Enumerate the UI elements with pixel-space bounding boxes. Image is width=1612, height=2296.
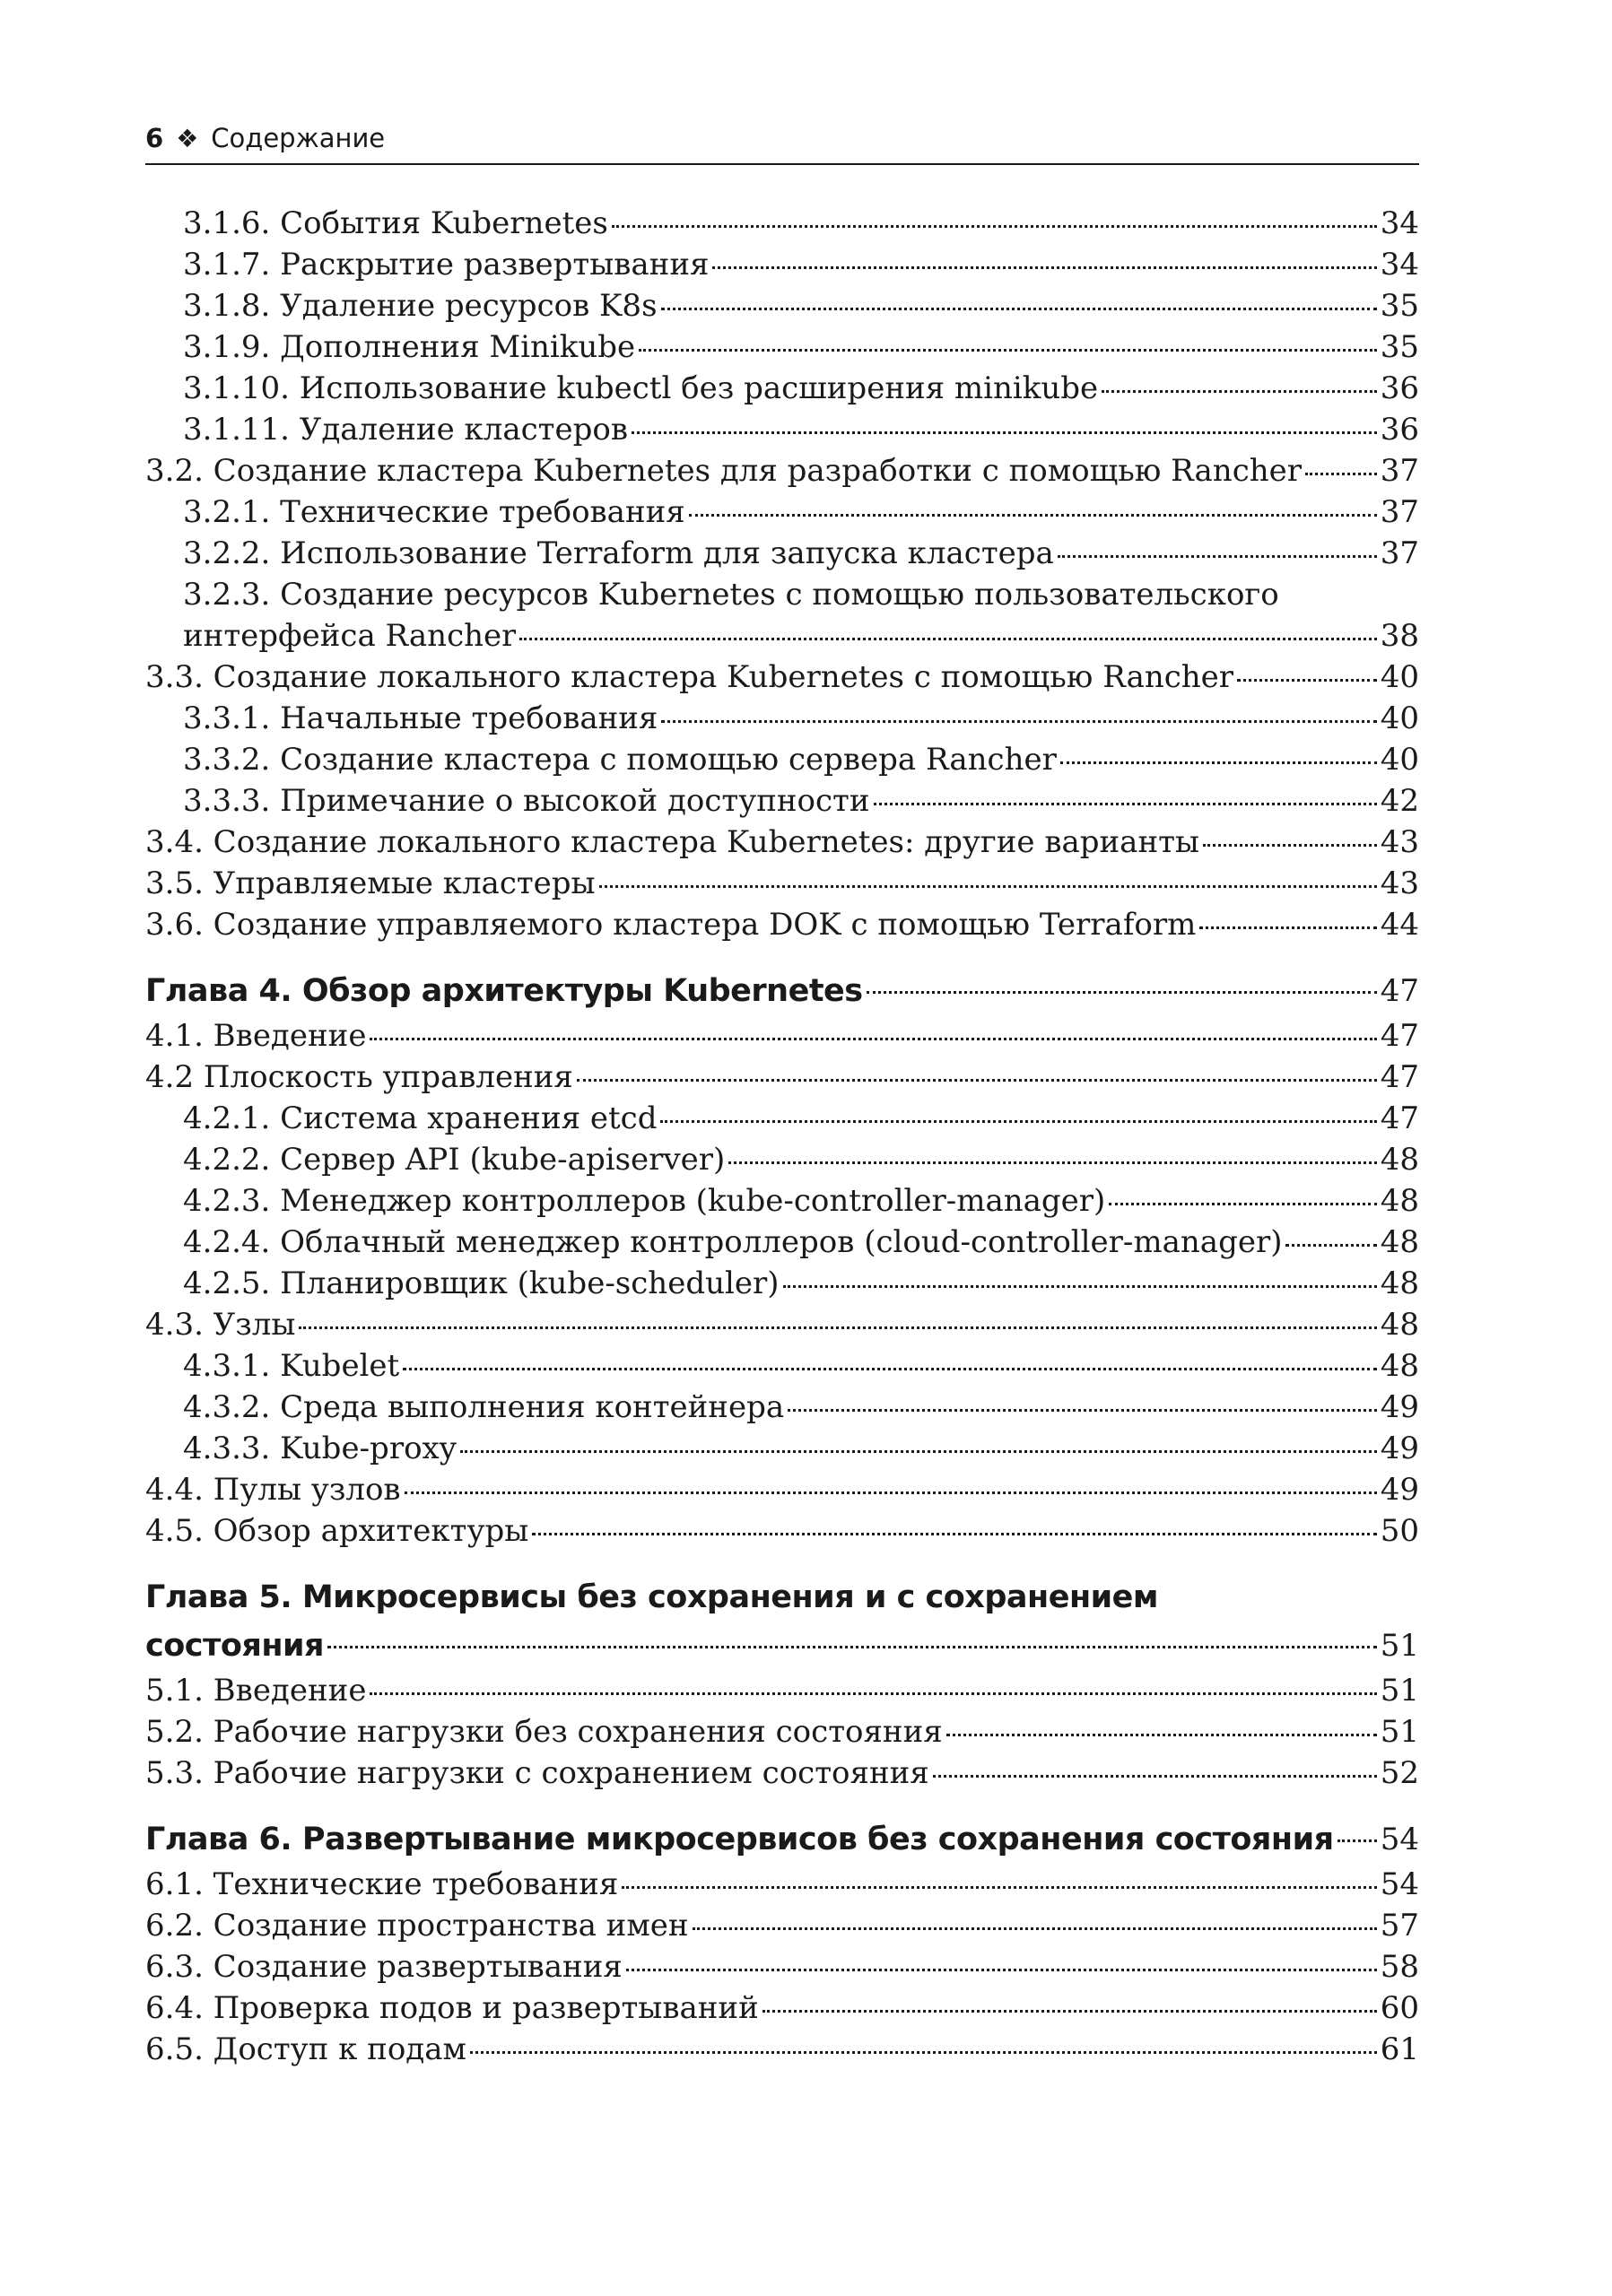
toc-entry-title: 4.5. Обзор архитектуры <box>145 1513 529 1549</box>
toc-entry-title: 3.3.1. Начальные требования <box>183 700 658 736</box>
dot-leader <box>327 1646 1377 1648</box>
toc-page-number: 49 <box>1380 1472 1419 1508</box>
toc-entry-title: 3.3.3. Примечание о высокой доступности <box>183 783 870 819</box>
toc-entry[interactable] <box>145 1987 1419 2029</box>
dot-leader <box>632 431 1377 434</box>
toc-page-number: 37 <box>1380 535 1419 571</box>
toc-page-number: 51 <box>1380 1714 1419 1750</box>
toc-page-number: 48 <box>1380 1142 1419 1178</box>
toc-entry-title: 3.3.2. Создание кластера с помощью сервера Rancher <box>183 742 1057 778</box>
dot-leader <box>788 1409 1377 1412</box>
toc-entry-title: 5.1. Введение <box>145 1673 367 1709</box>
toc-entry-title: 3.1.11. Удаление кластеров <box>183 412 628 448</box>
toc-entry-title: 4.2.1. Система хранения etcd <box>183 1100 658 1136</box>
toc-entry[interactable] <box>145 450 1419 491</box>
toc-entry[interactable] <box>145 1015 1419 1057</box>
ornament-icon: ❖ <box>176 123 199 153</box>
dot-leader <box>1060 761 1377 764</box>
toc-page-number: 48 <box>1380 1265 1419 1301</box>
toc-page-number: 47 <box>1380 1018 1419 1054</box>
toc-page-number: 36 <box>1380 412 1419 448</box>
toc-entry[interactable] <box>145 1428 1419 1469</box>
dot-leader <box>712 266 1376 269</box>
toc-entry-title: 4.2 Плоскость управления <box>145 1059 573 1095</box>
toc-page-number: 47 <box>1380 1100 1419 1136</box>
toc-page-number: 57 <box>1380 1908 1419 1944</box>
toc-page-number: 36 <box>1380 370 1419 406</box>
dot-leader <box>639 349 1377 352</box>
toc-entry-title: 6.2. Создание пространства имен <box>145 1908 689 1944</box>
toc-entry-title: 4.1. Введение <box>145 1018 367 1054</box>
toc-entry-title: 4.2.2. Сервер API (kube-apiserver) <box>183 1142 726 1178</box>
toc-entry[interactable] <box>145 244 1419 285</box>
chapter-page-number: 51 <box>1380 1628 1419 1664</box>
toc-page-number: 51 <box>1380 1673 1419 1709</box>
toc-entry-title: 3.3. Создание локального кластера Kubernetes с помощью Rancher <box>145 659 1234 695</box>
toc-entry[interactable] <box>145 1711 1419 1752</box>
dot-leader <box>470 2051 1377 2054</box>
toc-entry[interactable] <box>145 1222 1419 1263</box>
toc-entry[interactable] <box>145 368 1419 409</box>
dot-leader <box>1109 1203 1376 1205</box>
chapter-page-number: 54 <box>1380 1822 1419 1857</box>
dot-leader <box>460 1450 1377 1453</box>
toc-page-number: 34 <box>1380 247 1419 283</box>
toc-entry[interactable] <box>145 1946 1419 1987</box>
toc-page-number: 43 <box>1380 824 1419 860</box>
toc-entry[interactable] <box>145 904 1419 945</box>
toc-page-number: 43 <box>1380 865 1419 901</box>
toc-page-number: 52 <box>1380 1755 1419 1791</box>
toc-entry-title: 3.2. Создание кластера Kubernetes для разработки с помощью Rancher <box>145 453 1303 489</box>
dot-leader <box>612 225 1377 228</box>
toc-block-2 <box>145 657 1419 945</box>
toc-wrapped-entry[interactable] <box>145 574 1419 657</box>
toc-entry[interactable] <box>145 863 1419 904</box>
dot-leader <box>1058 555 1377 558</box>
toc-entry[interactable] <box>145 203 1419 244</box>
dot-leader <box>403 1368 1377 1370</box>
toc-entry-title: 3.6. Создание управляемого кластера DOK с помощью Terraform <box>145 907 1197 943</box>
dot-leader <box>622 1886 1376 1889</box>
dot-leader <box>693 1927 1377 1930</box>
toc-entry[interactable] <box>145 533 1419 574</box>
toc-page-number: 37 <box>1380 494 1419 530</box>
chapter-page-number: 47 <box>1380 973 1419 1009</box>
toc-page-number: 38 <box>1380 618 1419 654</box>
toc-entry-title: 3.1.6. События Kubernetes <box>183 205 608 241</box>
toc-entry-title: 5.2. Рабочие нагрузки без сохранения состояния <box>145 1714 943 1750</box>
dot-leader <box>1338 1839 1377 1842</box>
toc-page-number: 47 <box>1380 1059 1419 1095</box>
toc-page-number: 48 <box>1380 1183 1419 1219</box>
toc-entry-title: 4.3.2. Среда выполнения контейнера <box>183 1389 785 1425</box>
toc-page-number: 49 <box>1380 1431 1419 1466</box>
toc-entry-title: 3.2.2. Использование Terraform для запуска кластера <box>183 535 1054 571</box>
toc-entry-title: 3.1.10. Использование kubectl без расширения minikube <box>183 370 1099 406</box>
dot-leader <box>405 1492 1377 1494</box>
dot-leader <box>728 1161 1376 1164</box>
toc-entry-title: 3.1.7. Раскрытие развертывания <box>183 247 710 283</box>
toc-entry-title: 6.4. Проверка подов и развертываний <box>145 1990 759 2026</box>
dot-leader <box>689 514 1377 517</box>
toc-entry[interactable] <box>145 1345 1419 1387</box>
toc-entry-title: 3.5. Управляемые кластеры <box>145 865 596 901</box>
toc-page-number: 48 <box>1380 1224 1419 1260</box>
toc-entry[interactable] <box>145 1864 1419 1905</box>
toc-page-number: 60 <box>1380 1990 1419 2026</box>
toc-page-number: 61 <box>1380 2031 1419 2067</box>
toc-page-number: 40 <box>1380 700 1419 736</box>
dot-leader <box>626 1969 1377 1971</box>
toc-entry[interactable] <box>145 326 1419 368</box>
toc-page-number: 42 <box>1380 783 1419 819</box>
chapter-title: Глава 6. Развертывание микросервисов без сохранения состояния <box>145 1822 1334 1857</box>
section-title: Содержание <box>211 123 386 153</box>
table-of-contents <box>145 203 1419 2070</box>
dot-leader <box>370 1692 1376 1695</box>
toc-entry[interactable] <box>145 1098 1419 1139</box>
dot-leader <box>874 803 1377 805</box>
chapter-title-row <box>145 1622 1419 1670</box>
dot-leader <box>519 638 1376 640</box>
dot-leader <box>577 1079 1377 1082</box>
dot-leader <box>661 720 1376 723</box>
toc-entry <box>145 615 1419 657</box>
toc-entry-title: 4.2.4. Облачный менеджер контроллеров (cloud-controller-manager) <box>183 1224 1283 1260</box>
dot-leader <box>1285 1244 1376 1247</box>
toc-entry[interactable] <box>145 1670 1419 1711</box>
toc-entry[interactable] <box>145 1180 1419 1222</box>
chapter-title-line2: состояния <box>145 1628 325 1664</box>
dot-leader <box>1203 844 1377 847</box>
dot-leader <box>1237 679 1377 682</box>
toc-page-number: 54 <box>1380 1866 1419 1902</box>
toc-entry-title: 3.4. Создание локального кластера Kubernetes: другие варианты <box>145 824 1199 860</box>
toc-entry[interactable] <box>145 1510 1419 1552</box>
toc-page-number: 34 <box>1380 205 1419 241</box>
toc-entry-title: 4.2.3. Менеджер контроллеров (kube-controller-manager) <box>183 1183 1106 1219</box>
running-header <box>145 113 1419 165</box>
chapter-5-entries <box>145 1670 1419 1794</box>
toc-entry[interactable] <box>145 1057 1419 1098</box>
dot-leader <box>1102 390 1377 393</box>
toc-entry-title: 6.5. Доступ к подам <box>145 2031 466 2067</box>
chapter-heading[interactable] <box>145 1815 1419 1864</box>
chapter-title-line1: Глава 5. Микросервисы без сохранения и с сохранением <box>145 1579 1159 1615</box>
toc-block-1 <box>145 203 1419 574</box>
toc-entry-title: 4.3. Узлы <box>145 1307 296 1343</box>
dot-leader <box>946 1734 1377 1736</box>
toc-entry[interactable] <box>145 1387 1419 1428</box>
toc-page-number: 35 <box>1380 329 1419 365</box>
dot-leader <box>933 1775 1377 1778</box>
dot-leader <box>1199 926 1376 929</box>
dot-leader <box>599 885 1377 888</box>
dot-leader <box>1305 473 1377 475</box>
toc-entry-title: 4.3.3. Kube-proxy <box>183 1431 457 1466</box>
toc-entry-title: 3.1.8. Удаление ресурсов K8s <box>183 288 658 324</box>
toc-page-number: 44 <box>1380 907 1419 943</box>
page-number: 6 <box>145 123 164 153</box>
toc-entry[interactable] <box>145 1905 1419 1946</box>
toc-entry[interactable] <box>145 822 1419 863</box>
dot-leader <box>783 1285 1377 1288</box>
dot-leader <box>660 1120 1376 1123</box>
toc-page-number: 37 <box>1380 453 1419 489</box>
toc-entry[interactable] <box>145 657 1419 698</box>
toc-page-number: 40 <box>1380 659 1419 695</box>
toc-page-number: 58 <box>1380 1949 1419 1985</box>
toc-entry-title: 4.4. Пулы узлов <box>145 1472 401 1508</box>
toc-entry-title: 5.3. Рабочие нагрузки с сохранением состояния <box>145 1755 929 1791</box>
toc-entry[interactable] <box>145 1139 1419 1180</box>
chapter-heading[interactable] <box>145 967 1419 1015</box>
toc-entry-title-line2: интерфейса Rancher <box>183 618 517 654</box>
dot-leader <box>661 308 1377 310</box>
toc-entry[interactable] <box>145 285 1419 326</box>
toc-page-number: 48 <box>1380 1307 1419 1343</box>
chapter-4-entries <box>145 1015 1419 1552</box>
toc-entry-title: 4.3.1. Kubelet <box>183 1348 400 1384</box>
dot-leader <box>532 1533 1376 1535</box>
toc-page-number: 49 <box>1380 1389 1419 1425</box>
toc-entry-title: 3.2.1. Технические требования <box>183 494 685 530</box>
toc-entry[interactable] <box>145 698 1419 739</box>
toc-entry[interactable] <box>145 1304 1419 1345</box>
toc-entry[interactable] <box>145 2029 1419 2070</box>
toc-entry-title: 4.2.5. Планировщик (kube-scheduler) <box>183 1265 780 1301</box>
chapter-title: Глава 4. Обзор архитектуры Kubernetes <box>145 973 863 1009</box>
toc-entry-title: 6.3. Создание развертывания <box>145 1949 623 1985</box>
toc-entry-title: 6.1. Технические требования <box>145 1866 619 1902</box>
toc-entry[interactable] <box>145 780 1419 822</box>
dot-leader <box>867 991 1377 994</box>
chapter-heading[interactable] <box>145 1573 1419 1670</box>
toc-entry[interactable] <box>145 1263 1419 1304</box>
toc-entry-title-line1: 3.2.3. Создание ресурсов Kubernetes с помощью пользовательского <box>183 577 1279 613</box>
toc-page-number: 40 <box>1380 742 1419 778</box>
toc-entry[interactable] <box>145 491 1419 533</box>
dot-leader <box>370 1038 1376 1040</box>
toc-page-number: 35 <box>1380 288 1419 324</box>
chapter-6-entries <box>145 1864 1419 2070</box>
toc-page-number: 48 <box>1380 1348 1419 1384</box>
toc-entry[interactable] <box>145 739 1419 780</box>
toc-entry[interactable] <box>145 1752 1419 1794</box>
toc-entry[interactable] <box>145 409 1419 450</box>
toc-entry-title: 3.1.9. Дополнения Minikube <box>183 329 636 365</box>
dot-leader <box>299 1326 1376 1329</box>
toc-page-number: 50 <box>1380 1513 1419 1549</box>
toc-entry[interactable] <box>145 1469 1419 1510</box>
dot-leader <box>762 2010 1377 2013</box>
